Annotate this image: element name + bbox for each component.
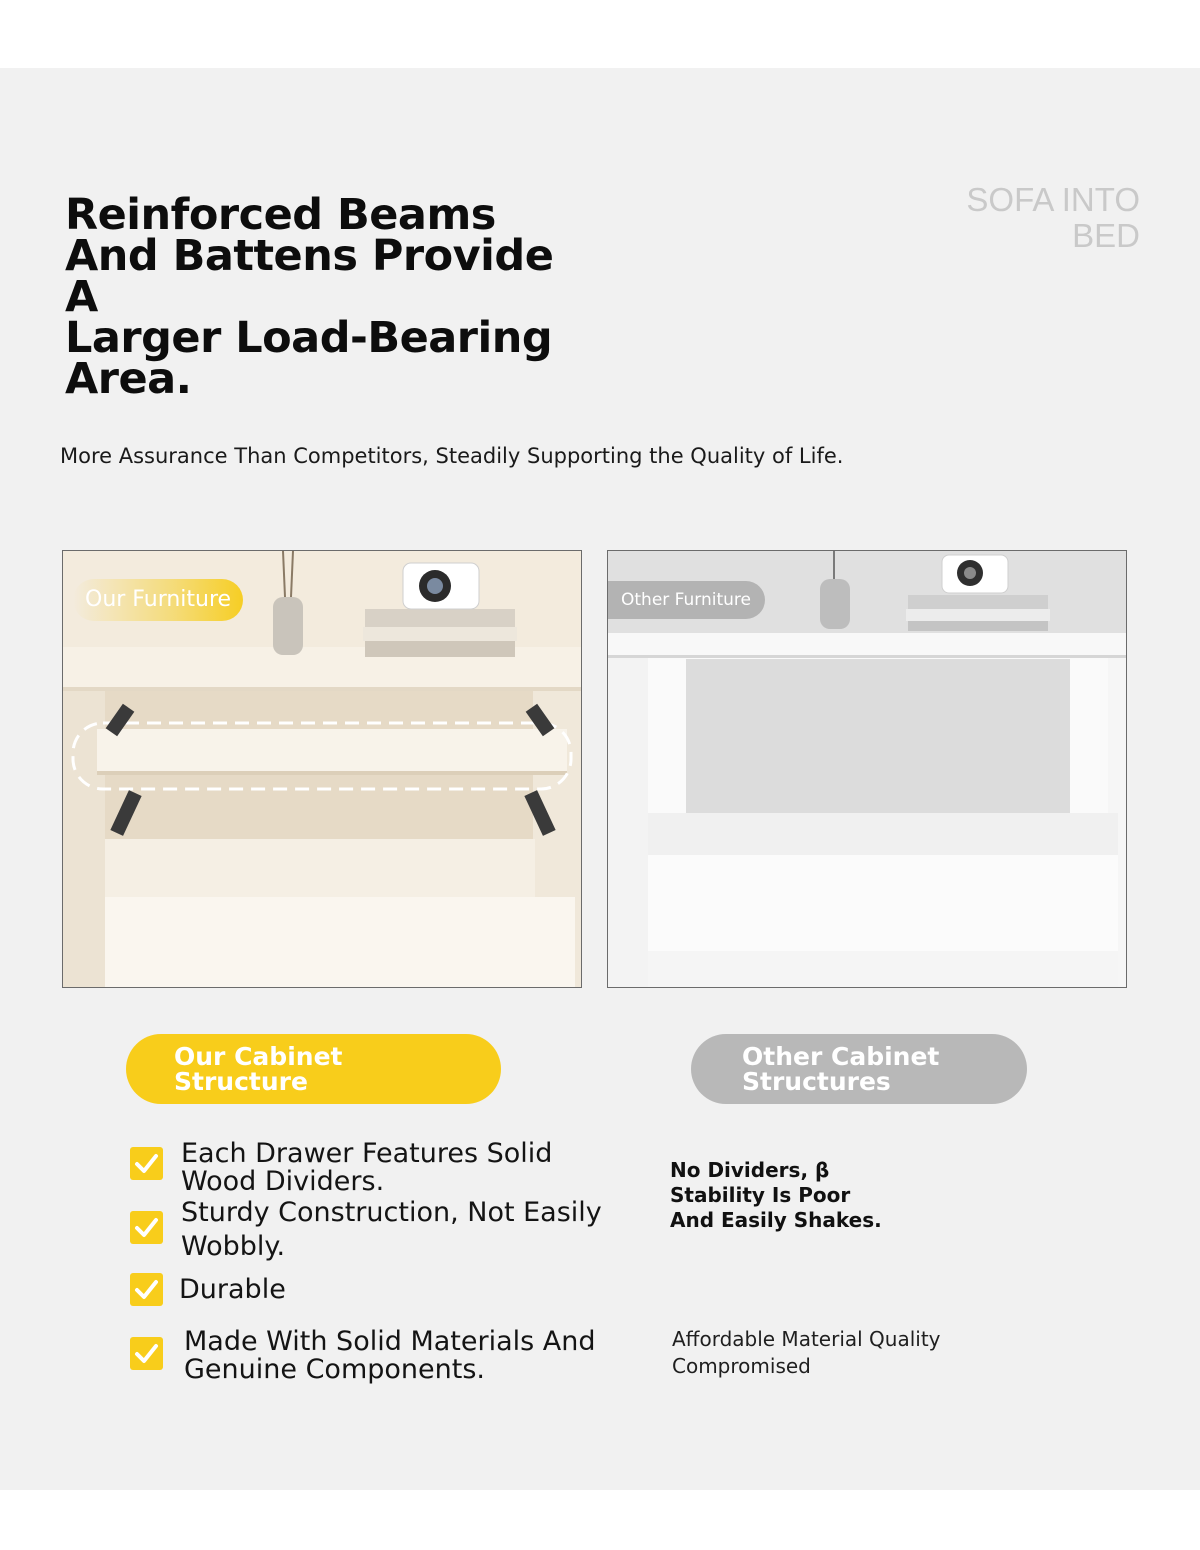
feature-item: Made With Solid Materials And Genuine Components. [184,1326,596,1385]
page-headline: Reinforced Beams And Battens Provide A Larger Load-Bearing Area. [65,190,554,404]
our-furniture-photo [62,550,582,988]
checkmark-icon [130,1147,163,1180]
other-furniture-tag: Other Furniture [608,581,765,619]
checkmark-icon [130,1211,163,1244]
checkmark-icon [130,1273,163,1306]
other-con-item: Affordable Material Quality Compromised [672,1327,941,1378]
other-furniture-photo [607,550,1127,988]
our-furniture-tag: Our Furniture [73,579,243,621]
page-subtitle: More Assurance Than Competitors, Steadily Supporting the Quality of Life. [60,444,844,468]
feature-item: Durable [179,1274,286,1305]
other-cabinet-structures-pill: Other Cabinet Structures [691,1034,1027,1104]
feature-item: Each Drawer Features Solid Wood Dividers. [181,1138,553,1197]
our-cabinet-structure-pill: Our Cabinet Structure [126,1034,501,1104]
brand-watermark: SOFA INTO BED [966,181,1140,254]
other-con-item: No Dividers, β Stability Is Poor And Easily Shakes. [670,1158,882,1232]
feature-item: Sturdy Construction, Not Easily Wobbly. [181,1197,602,1262]
checkmark-icon [130,1337,163,1370]
